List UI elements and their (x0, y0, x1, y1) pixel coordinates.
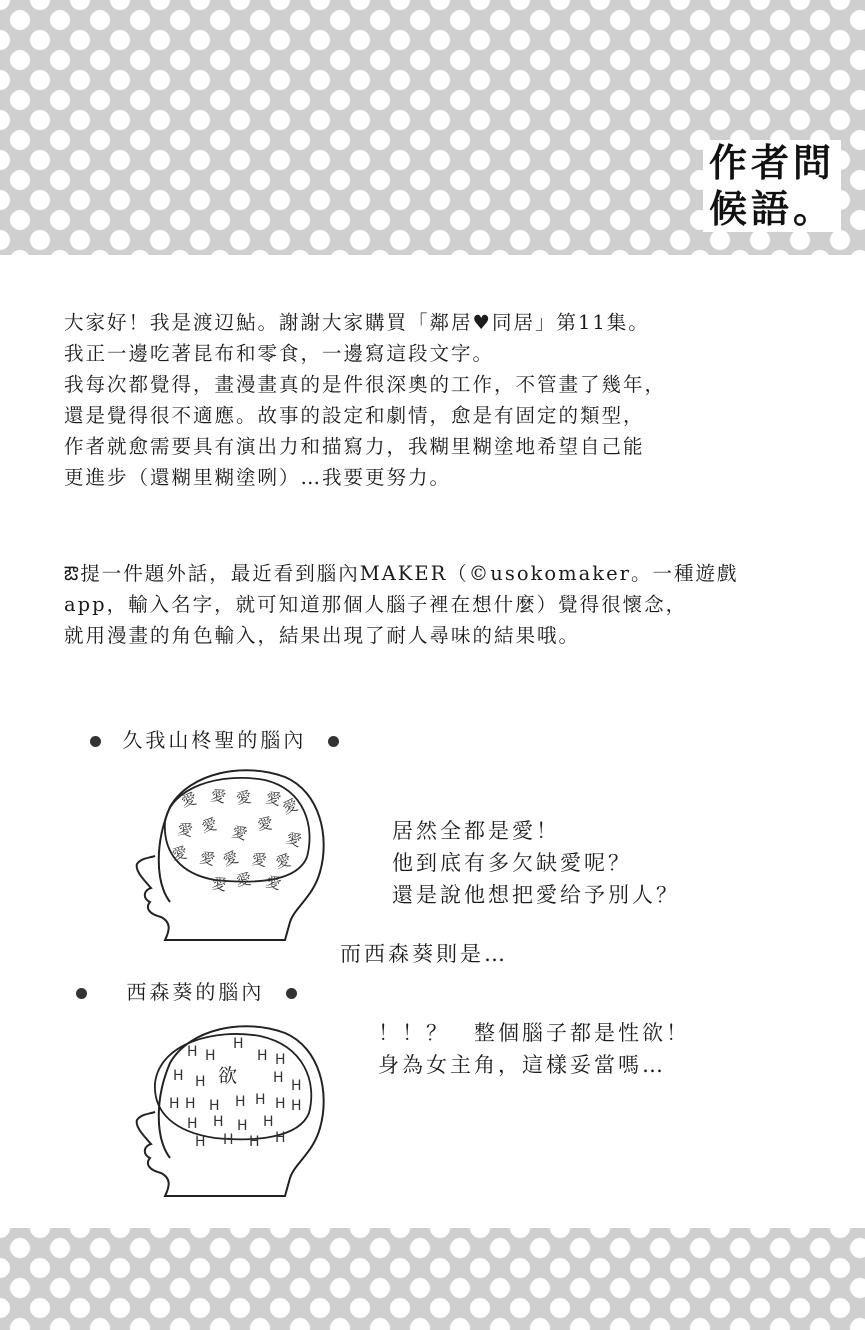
section1-comment (392, 815, 680, 911)
title-line-1: 作者問 (703, 140, 841, 186)
comment-line: 身為女主角，這樣妥當嗎… (378, 1053, 666, 1077)
love-word-cluster (171, 786, 304, 894)
h-letter: H (257, 1048, 268, 1064)
h-letter: H (185, 1096, 196, 1112)
h-letter: H (223, 1132, 234, 1148)
love-word: 愛 (264, 788, 283, 810)
h-letter: H (275, 1130, 286, 1146)
h-letter: H (291, 1098, 302, 1114)
h-letter: H (195, 1134, 206, 1150)
h-letter: H (173, 1068, 184, 1084)
intro-line: 更進步（還糊里糊塗咧）…我要更努力。 (64, 466, 452, 489)
aside-line: ఔ提一件題外話，最近看到腦內MAKER（©usokomaker。一種遊戲 (64, 562, 739, 585)
h-letter: H (275, 1096, 286, 1112)
bullet-dot (286, 988, 297, 999)
love-word: 愛 (220, 848, 241, 870)
h-letter: H (291, 1078, 302, 1094)
love-word: 愛 (198, 848, 217, 870)
head-brain-illustration-1 (125, 762, 335, 942)
page-title (703, 140, 841, 232)
love-word: 愛 (179, 789, 199, 811)
bullet-dot (76, 988, 87, 999)
section1-heading-text: 久我山柊聖的腦內 (122, 728, 307, 752)
love-word: 愛 (283, 828, 304, 851)
love-word: 愛 (210, 874, 229, 895)
love-word: 愛 (209, 786, 228, 807)
intro-line: 作者就愈需要具有演出力和描寫力，我糊里糊塗地希望自己能 (64, 435, 645, 458)
intro-line: 我正一邊吃著昆布和零食，一邊寫這段文字。 (64, 342, 495, 365)
love-word: 愛 (229, 822, 250, 844)
aside-line: 就用漫畫的角色輸入，結果出現了耐人尋味的結果哦。 (64, 624, 581, 647)
love-word: 愛 (235, 870, 253, 890)
love-word: 愛 (264, 872, 283, 894)
comment-line: 他到底有多欠缺愛呢？ (392, 851, 632, 875)
love-word: 愛 (235, 788, 253, 808)
h-letter-cluster (169, 1036, 302, 1150)
section1-heading (90, 724, 339, 753)
transition-text: 而西森葵則是… (340, 942, 508, 966)
section2-heading-text: 西森葵的腦內 (126, 980, 265, 1004)
desire-word: 欲 (218, 1065, 238, 1087)
love-word: 愛 (170, 843, 189, 864)
love-word: 愛 (256, 814, 274, 834)
aside-paragraph (64, 558, 824, 651)
title-line-2: 候語。 (703, 186, 841, 232)
section2-heading (76, 976, 297, 1005)
comment-line: 還是說他想把愛给予別人？ (392, 883, 680, 907)
comment-line: ！！？ 整個腦子都是性欲！ (378, 1021, 690, 1045)
h-letter: H (187, 1044, 198, 1060)
h-letter: H (169, 1096, 180, 1112)
h-letter: H (237, 1118, 248, 1134)
love-word: 愛 (250, 850, 268, 871)
intro-line: 還是覺得很不適應。故事的設定和劇情，愈是有固定的類型， (64, 404, 645, 427)
h-letter: H (233, 1036, 244, 1052)
h-letter: H (213, 1114, 224, 1130)
intro-line: 大家好！我是渡辺鮎。謝謝大家購買「鄰居♥同居」第11集。 (64, 311, 650, 334)
section2-comment (378, 1017, 690, 1081)
h-letter: H (187, 1116, 198, 1132)
love-word: 愛 (176, 820, 194, 841)
bottom-dot-pattern (0, 1228, 865, 1330)
h-letter: H (263, 1114, 274, 1130)
bullet-dot (328, 736, 339, 747)
h-letter: H (275, 1052, 286, 1068)
comment-line: 居然全都是愛！ (392, 819, 560, 843)
love-word: 愛 (274, 851, 293, 872)
h-letter: H (195, 1074, 206, 1090)
h-letter: H (209, 1098, 220, 1114)
aside-line: app，輸入名字，就可知道那個人腦子裡在想什麼）覺得很懷念， (64, 593, 688, 616)
love-word: 愛 (280, 795, 301, 818)
head-brain-illustration-2 (125, 1018, 335, 1198)
h-letter: H (273, 1070, 284, 1086)
h-letter: H (205, 1048, 216, 1064)
h-letter: H (235, 1094, 246, 1110)
h-letter: H (255, 1092, 266, 1108)
h-letter: H (249, 1134, 260, 1150)
intro-paragraph (64, 307, 824, 493)
love-word: 愛 (200, 815, 219, 836)
intro-line: 我每次都覺得，畫漫畫真的是件很深奧的工作，不管畫了幾年， (64, 373, 667, 396)
bullet-dot (90, 736, 101, 747)
